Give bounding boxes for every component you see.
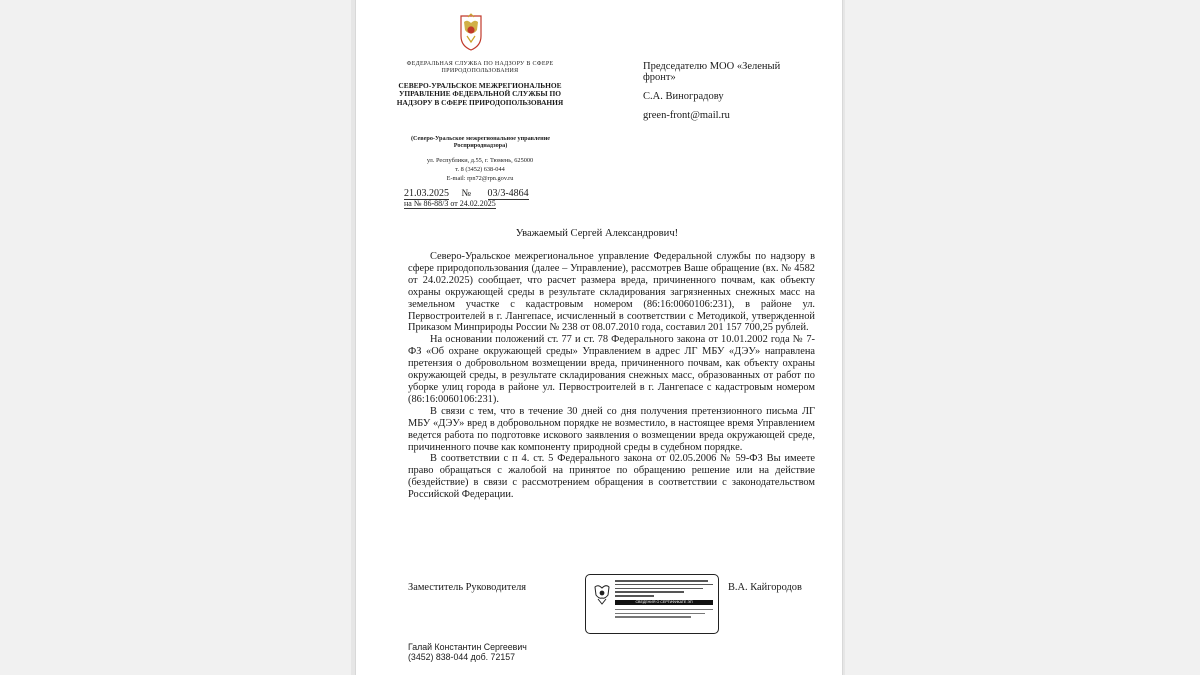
stamp-certificate-bar: СВЕДЕНИЯ О СЕРТИФИКАТЕ ЭП [615, 600, 713, 605]
service-header: ФЕДЕРАЛЬНАЯ СЛУЖБА ПО НАДЗОРУ В СФЕРЕ ПРИРОДОПОЛЬЗОВАНИЯ [406, 61, 554, 74]
recipient-block [643, 61, 803, 129]
paragraph: Северо-Уральское межрегиональное управление Федеральной службы по надзору в сфере природопользования (далее – Управление), рассмотрев Ваше обращение (вх. № 4582 от 24.02.2025) сообщает, что расчет размера вреда, причиненного почвам, как объекту охраны окружающей среды в результате складирования загрязненных снежных масс на земельном участке с кадастровым номером (86:16:0060106:231), в районе ул. Первостроителей в г. Лангепасе, исчисленный в соответствии с Методикой, утвержденной Приказом Минприроды России № 238 от 08.07.2010 года, составил 201 157 700,25 рублей. [408, 251, 815, 334]
paragraph: В связи с тем, что в течение 30 дней со дня получения претензионного письма ЛГ МБУ «ДЭУ» вред в добровольном порядке не возместило, в настоящее время Управлением ведется работа по подготовке искового заявления о возмещении вреда окружающей среде, причиненного почве как компоненту природной среды в судебном порядке. [408, 405, 815, 453]
registration-number: 03/3-4864 [487, 188, 529, 199]
executor-name: Галай Константин Сергеевич [408, 642, 527, 652]
registration-date: 21.03.2025 [404, 188, 449, 199]
agency-email: E-mail: rpn72@rpn.gov.ru [446, 174, 514, 182]
signatory-title: Заместитель Руководителя [408, 582, 527, 593]
stamp-header-lines [615, 580, 713, 599]
executor-block [408, 642, 527, 662]
recipient-name: С.А. Виноградову [643, 91, 724, 102]
agency-contacts [405, 157, 555, 183]
recipient-position: Председателю МОО «Зеленый фронт» [643, 61, 781, 83]
stamp-emblem-icon [592, 583, 612, 605]
agency-short-name: (Северо-Уральское межрегиональное управление Росприроднадзора) [410, 135, 551, 149]
coat-of-arms-icon [457, 12, 485, 52]
stamp-certificate-lines [615, 609, 713, 620]
agency-name: СЕВЕРО-УРАЛЬСКОЕ МЕЖРЕГИОНАЛЬНОЕ УПРАВЛЕНИЕ ФЕДЕРАЛЬНОЙ СЛУЖБЫ ПО НАДЗОРУ В СФЕРЕ ПРИРОДОПОЛЬЗОВАНИЯ [396, 81, 564, 107]
signatory-name: В.А. Кайгородов [728, 582, 802, 593]
agency-address: ул. Республики, д.55, г. Тюмень, 625000 [426, 157, 534, 164]
recipient-email: green-front@mail.ru [643, 110, 730, 121]
letter-body [408, 251, 815, 501]
registration-number-sign: № [461, 188, 472, 199]
registration-reference-text: на № 86-88/3 от 24.02.2025 [404, 199, 496, 208]
salutation: Уважаемый Сергей Александрович! [515, 228, 679, 239]
agency-phone: т. 8 (3452) 638-044 [455, 165, 505, 173]
electronic-signature-stamp [585, 574, 719, 634]
executor-phone: (3452) 838-044 доб. 72157 [408, 652, 516, 662]
paragraph: На основании положений ст. 77 и ст. 78 Федерального закона от 10.01.2002 года № 7-ФЗ «Об охране окружающей среды» Управлением в адрес ЛГ МБУ «ДЭУ» направлена претензия о добровольном возмещении вреда, причиненного почвам, как объекту охраны окружающей среды, в результате складирования снежных масс, образованных от работ по уборке улиц города в районе ул. Первостроителей в г. Лангепасе с кадастровым номером (86:16:0060106:231). [408, 334, 815, 405]
registration-reference [404, 199, 554, 208]
paragraph: В соответствии с п 4. ст. 5 Федерального закона от 02.05.2006 № 59-ФЗ Вы имеете право обращаться с жалобой на принятое по обращению решение или на действие (бездействие) в связи с рассмотрением обращения в соответствии с законодательством Российской Федерации. [408, 453, 815, 501]
